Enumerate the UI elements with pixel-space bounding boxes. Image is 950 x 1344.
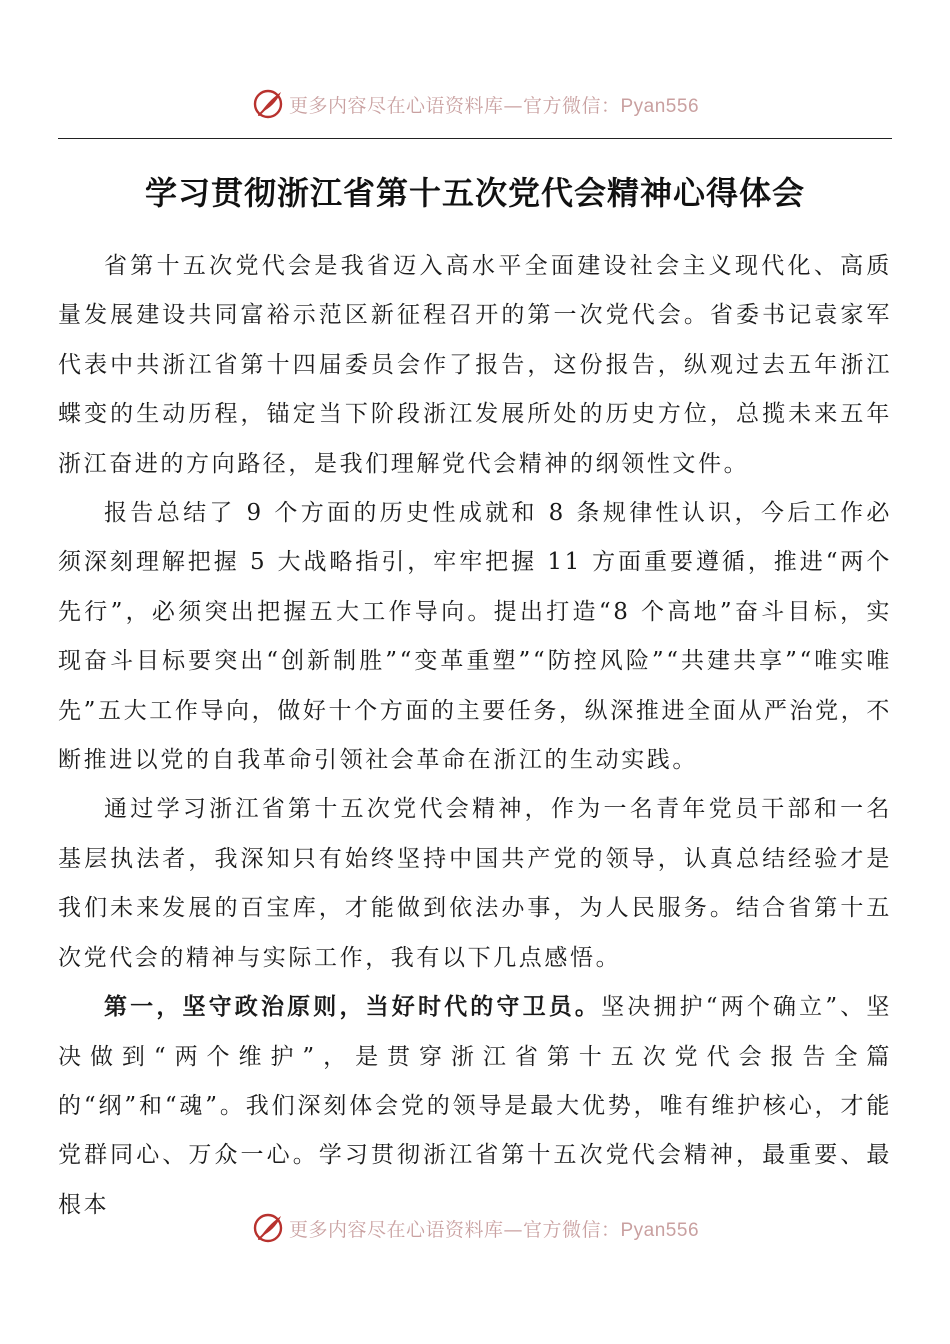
footer-banner-text: 更多内容尽在心语资料库—官方微信：Pyan556 [288,1218,700,1241]
header-banner-text: 更多内容尽在心语资料库—官方微信：Pyan556 [288,94,700,117]
footer-banner-handle: Pyan556 [620,1219,700,1241]
header-divider [58,138,892,139]
document-title: 学习贯彻浙江省第十五次党代会精神心得体会 [144,174,805,212]
feather-pen-circle-icon [251,1211,285,1245]
document-body [58,242,892,1230]
paragraph-1: 省第十五次党代会是我省迈入高水平全面建设社会主义现代化、高质量发展建设共同富裕示范区新征程召开的第一次党代会。省委书记袁家军代表中共浙江省第十四届委员会作了报告，这份报告，纵观过去五年浙江蝶变的生动历程，锚定当下阶段浙江发展所处的历史方位，总揽未来五年浙江奋进的方向路径，是我们理解党代会精神的纲领性文件。 [58,253,892,477]
paragraph-3: 通过学习浙江省第十五次党代会精神，作为一名青年党员干部和一名基层执法者，我深知只有始终坚持中国共产党的领导，认真总结经验才是我们未来发展的百宝库，才能做到依法办事，为人民服务。结合省第十五次党代会的精神与实际工作，我有以下几点感悟。 [58,796,892,971]
paragraph-4 [58,983,892,1230]
header-banner-handle: Pyan556 [620,95,700,117]
footer-banner [0,1208,950,1248]
feather-pen-circle-icon [251,87,285,121]
paragraph-2: 报告总结了 9 个方面的历史性成就和 8 条规律性认识，今后工作必须深刻理解把握 5 大战略指引，牢牢把握 11 方面重要遵循，推进“两个先行”，必须突出把握五大工作导向。提出打造“8 个高地”奋斗目标，实现奋斗目标要突出“创新制胜”“变革重塑”“防控风险”“共建共享”“唯实唯先”五大工作导向，做好十个方面的主要任务，纵深推进全面从严治党，不断推进以党的自我革命引领社会革命在浙江的生动实践。 [58,500,892,774]
paragraph-4-body: 坚决拥护“两个确立”、坚决做到“两个维护”，是贯穿浙江省第十五次党代会报告全篇的“纲”和“魂”。我们深刻体会党的领导是最大优势，唯有维护核心，才能党群同心、万众一心。学习贯彻浙江省第十五次党代会精神，最重要、最根本 [58,994,892,1218]
paragraph-4-lead: 第一，坚守政治原则，当好时代的守卫员。 [104,994,602,1021]
header-banner [0,84,950,124]
